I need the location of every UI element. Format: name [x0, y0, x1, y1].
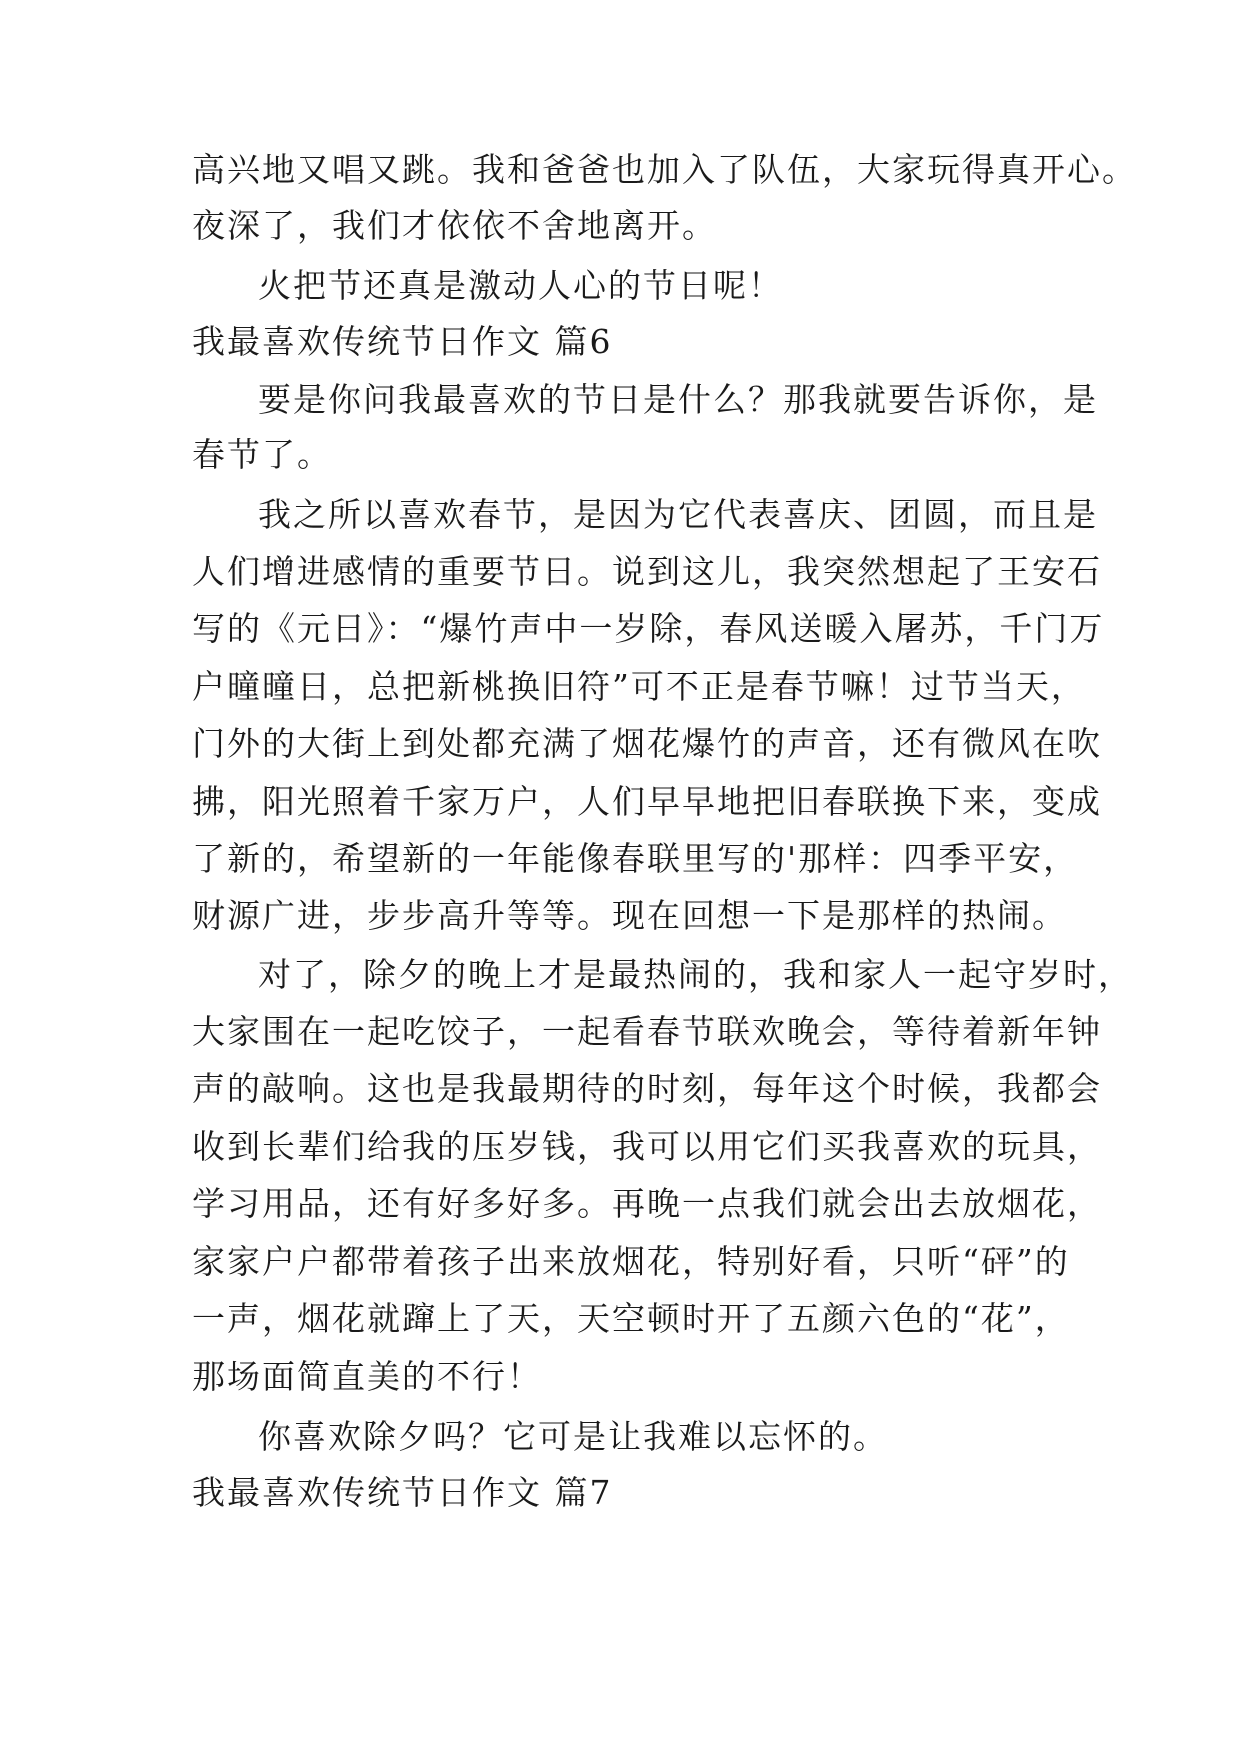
- text-line: 了新的，希望新的一年能像春联里写的'那样：四季平安，: [192, 839, 1079, 878]
- text-line: 那场面简直美的不行！: [192, 1357, 542, 1396]
- text-line: 学习用品，还有好多好多。再晚一点我们就会出去放烟花，: [192, 1184, 1102, 1223]
- text-line: 收到长辈们给我的压岁钱，我可以用它们买我喜欢的玩具，: [192, 1127, 1102, 1166]
- text-line: 我之所以喜欢春节，是因为它代表喜庆、团圆，而且是: [258, 495, 1098, 534]
- text-line: 火把节还真是激动人心的节日呢！: [258, 266, 783, 305]
- text-line: 拂，阳光照着千家万户，人们早早地把旧春联换下来，变成: [192, 782, 1102, 821]
- text-line: 夜深了，我们才依依不舍地离开。: [192, 206, 717, 245]
- text-line: 人们增进感情的重要节日。说到这儿，我突然想起了王安石: [192, 552, 1102, 591]
- text-line: 你喜欢除夕吗？它可是让我难以忘怀的。: [258, 1417, 888, 1456]
- section-heading: 我最喜欢传统节日作文 篇6: [192, 322, 613, 361]
- text-line: 门外的大街上到处都充满了烟花爆竹的声音，还有微风在吹: [192, 724, 1102, 763]
- text-line: 高兴地又唱又跳。我和爸爸也加入了队伍，大家玩得真开心。: [192, 150, 1137, 189]
- text-line: 声的敲响。这也是我最期待的时刻，每年这个时候，我都会: [192, 1069, 1102, 1108]
- text-line: 要是你问我最喜欢的节日是什么？那我就要告诉你，是: [258, 380, 1098, 419]
- text-line: 春节了。: [192, 435, 332, 474]
- text-line: 大家围在一起吃饺子，一起看春节联欢晚会，等待着新年钟: [192, 1012, 1102, 1051]
- text-line: 家家户户都带着孩子出来放烟花，特别好看，只听“砰”的: [192, 1242, 1070, 1281]
- text-line: 户曈曈日，总把新桃换旧符”可不正是春节嘛！过节当天，: [192, 667, 1086, 706]
- text-line: 对了，除夕的晚上才是最热闹的，我和家人一起守岁时，: [258, 955, 1133, 994]
- text-line: 写的《元日》：“爆竹声中一岁除，春风送暖入屠苏，千门万: [192, 609, 1105, 648]
- text-line: 财源广进，步步高升等等。现在回想一下是那样的热闹。: [192, 896, 1067, 935]
- text-line: 一声，烟花就蹿上了天，天空顿时开了五颜六色的“花”，: [192, 1299, 1070, 1338]
- section-heading: 我最喜欢传统节日作文 篇7: [192, 1473, 613, 1512]
